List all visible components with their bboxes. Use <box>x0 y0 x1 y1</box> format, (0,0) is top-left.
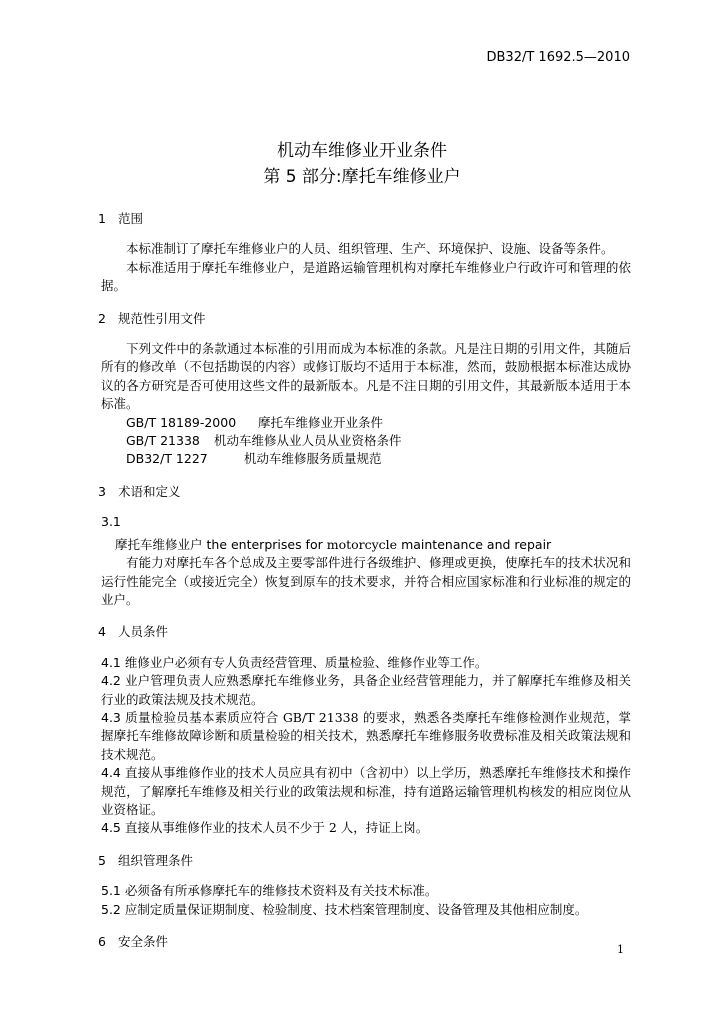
reference-title: 摩托车维修业开业条件 <box>258 414 384 430</box>
clause-text: 维修业户必须有专人负责经营管理、质量检验、维修作业等工作。 <box>124 654 488 670</box>
clause <box>101 654 631 672</box>
clause-standard-code: GB/T 21338 <box>282 709 359 725</box>
section-number: 5 <box>98 852 106 868</box>
section-number: 6 <box>98 934 106 949</box>
paragraph: 下列文件中的条款通过本标准的引用而成为本标准的条款。凡是注日期的引用文件，其随后所有的修改单（不包括勘误的内容）或修订版均不适用于本标准，然而，鼓励根据本标准达成协议的各方研究是否可使用这些文件的最新版本。凡是不注日期的引用文件，其最新版本适用于本标准。 <box>101 341 631 412</box>
subsection-number: 3.1 <box>101 514 121 530</box>
clause-number: 4.1 <box>101 654 121 670</box>
document-subtitle: 第 5 部分:摩托车维修业户 <box>263 167 461 187</box>
reference-code: DB32/T 1227 <box>126 451 208 467</box>
section-title: 安全条件 <box>118 934 169 949</box>
clause <box>101 882 631 900</box>
section-number: 4 <box>98 624 106 640</box>
term-english-1: the enterprises for <box>202 536 327 552</box>
term-english-2: motorcycle <box>326 536 398 552</box>
section-number: 3 <box>98 483 106 499</box>
section-heading-1 <box>98 210 631 228</box>
standard-code: DB32/T 1692.5—2010 <box>486 50 630 65</box>
document-body <box>98 210 631 951</box>
clause <box>101 709 631 764</box>
clause-text: 应制定质量保证期制度、检验制度、技术档案管理制度、设备管理及其他相应制度。 <box>124 901 588 917</box>
reference-item <box>101 450 631 468</box>
clause-number: 4.5 <box>101 820 121 836</box>
term-chinese: 摩托车维修业户 <box>115 536 203 552</box>
section-heading-3 <box>98 483 631 501</box>
reference-item <box>101 414 631 432</box>
clause <box>101 819 631 837</box>
section-title: 范围 <box>118 211 144 226</box>
clause-text: 人，持证上岗。 <box>336 820 429 836</box>
section-title: 组织管理条件 <box>118 852 194 868</box>
page-number: 1 <box>617 943 624 956</box>
section-title: 人员条件 <box>118 624 169 640</box>
clause-text: 必须备有所承修摩托车的维修技术资料及有关技术标准。 <box>124 883 438 899</box>
paragraph: 本标准适用于摩托车维修业户，是道路运输管理机构对摩托车维修业户行政许可和管理的依据。 <box>101 259 631 294</box>
reference-title: 机动车维修从业人员从业资格条件 <box>214 433 402 449</box>
clause-text: 直接从事维修作业的技术人员应具有初中（含初中）以上学历，熟悉摩托车维修技术和操作规范，了解摩托车维修及相关行业的政策法规和标准，持有道路运输管理机构核发的相应岗位从业资格证。 <box>101 765 631 817</box>
clause <box>101 764 631 819</box>
document-title: 机动车维修业开业条件 <box>277 141 447 161</box>
section-title: 规范性引用文件 <box>118 310 206 326</box>
term-english-3: maintenance and repair <box>397 536 552 552</box>
clause-text: 业户管理负责人应熟悉摩托车维修业务，具备企业经营管理能力，并了解摩托车维修及相关行业的政策法规及技术规范。 <box>101 673 631 707</box>
reference-title: 机动车维修服务质量规范 <box>244 451 382 467</box>
clause-text: 直接从事维修作业的技术人员不少于 <box>124 820 329 836</box>
section-number: 2 <box>98 310 106 326</box>
clause-number: 4.2 <box>101 673 121 689</box>
section-heading-4 <box>98 623 631 641</box>
clause-number: 4.4 <box>101 765 121 781</box>
clause-text: 质量检验员基本素质应符合 <box>125 709 283 725</box>
section-title: 术语和定义 <box>118 483 181 499</box>
term-definition: 有能力对摩托车各个总成及主要零部件进行各级维护、修理或更换，使摩托车的技术状况和运行性能完全（或接近完全）恢复到原车的技术要求，并符合相应国家标准和行业标准的规定的业户。 <box>101 555 631 607</box>
reference-item <box>101 432 631 450</box>
term-entry <box>101 536 631 554</box>
clause-number: 4.3 <box>101 709 121 725</box>
clause <box>101 672 631 709</box>
reference-code: GB/T 21338 <box>126 433 200 449</box>
section-number: 1 <box>98 211 106 226</box>
section-heading-2 <box>98 310 631 328</box>
clause-number: 5.1 <box>101 883 121 899</box>
section-heading-6 <box>98 933 631 951</box>
clause-count: 2 <box>328 820 337 836</box>
clause-text: 的要求，熟悉各类摩托车维修检测作业规范，掌握摩托车维修故障诊断和质量检验的相关技术，熟悉摩托车维修服务收费标准及相关政策法规和技术规范。 <box>101 709 631 762</box>
reference-code: GB/T 18189-2000 <box>126 414 237 430</box>
section-heading-5 <box>98 852 631 870</box>
clause-number: 5.2 <box>101 901 121 917</box>
paragraph: 本标准制订了摩托车维修业户的人员、组织管理、生产、环境保护、设施、设备等条件。 <box>126 241 614 257</box>
clause <box>101 901 631 919</box>
